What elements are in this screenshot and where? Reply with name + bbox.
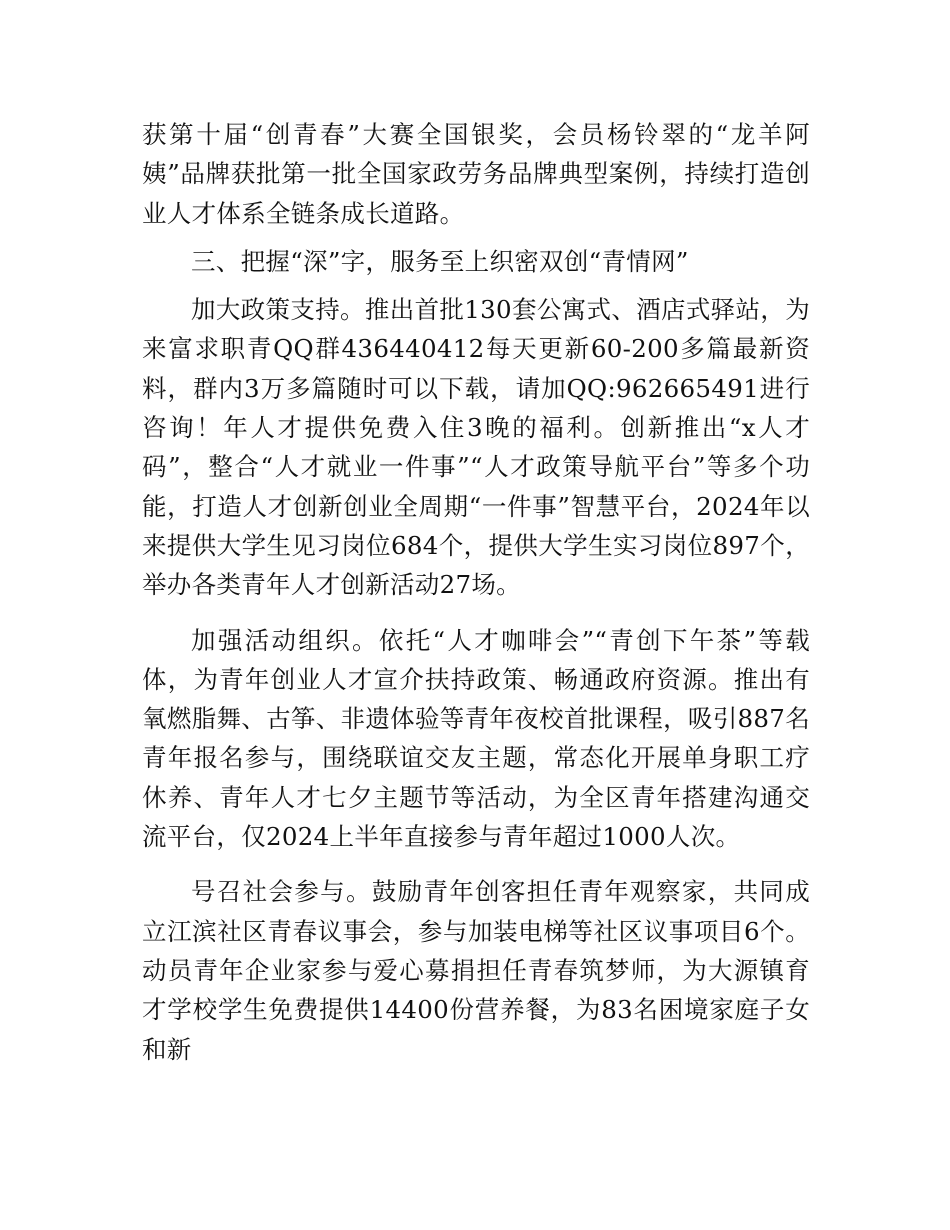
paragraph-social-participation: 号召社会参与。鼓励青年创客担任青年观察家，共同成立江滨社区青春议事会，参与加装电梯等社区议事项目6个。动员青年企业家参与爱心募捐担任青春筑梦师，为大源镇育才学校学生免费提供14400份营养餐，为83名困境家庭子女和新	[142, 877, 810, 1064]
paragraph-activity-organization: 加强活动组织。依托“人才咖啡会”“青创下午茶”等载体，为青年创业人才宣介扶持政策、畅通政府资源。推出有氧燃脂舞、古筝、非遗体验等青年夜校首批课程，吸引887名青年报名参与，围绕联谊交友主题，常态化开展单身职工疗休养、青年人才七夕主题节等活动，为全区青年搭建沟通交流平台，仅2024上半年直接参与青年超过1000人次。	[142, 625, 810, 852]
document-body	[142, 115, 810, 1069]
paragraph-continuation: 获第十届“创青春”大赛全国银奖，会员杨铃翠的“龙羊阿姨”品牌获批第一批全国家政劳务品牌典型案例，持续打造创业人才体系全链条成长道路。	[142, 120, 810, 228]
paragraph-policy-support: 加大政策支持。推出首批130套公寓式、酒店式驿站，为来富求职青QQ群436440412每天更新60-200多篇最新资料，群内3万多篇随时可以下载，请加QQ:962665491进行咨询！年人才提供免费入住3晚的福利。创新推出“x人才码”，整合“人才就业一件事”“人才政策导航平台”等多个功能，打造人才创新创业全周期“一件事”智慧平台，2024年以来提供大学生见习岗位684个，提供大学生实习岗位897个，举办各类青年人才创新活动27场。	[142, 295, 810, 600]
section-heading: 三、把握“深”字，服务至上织密双创“青情网”	[191, 246, 689, 276]
